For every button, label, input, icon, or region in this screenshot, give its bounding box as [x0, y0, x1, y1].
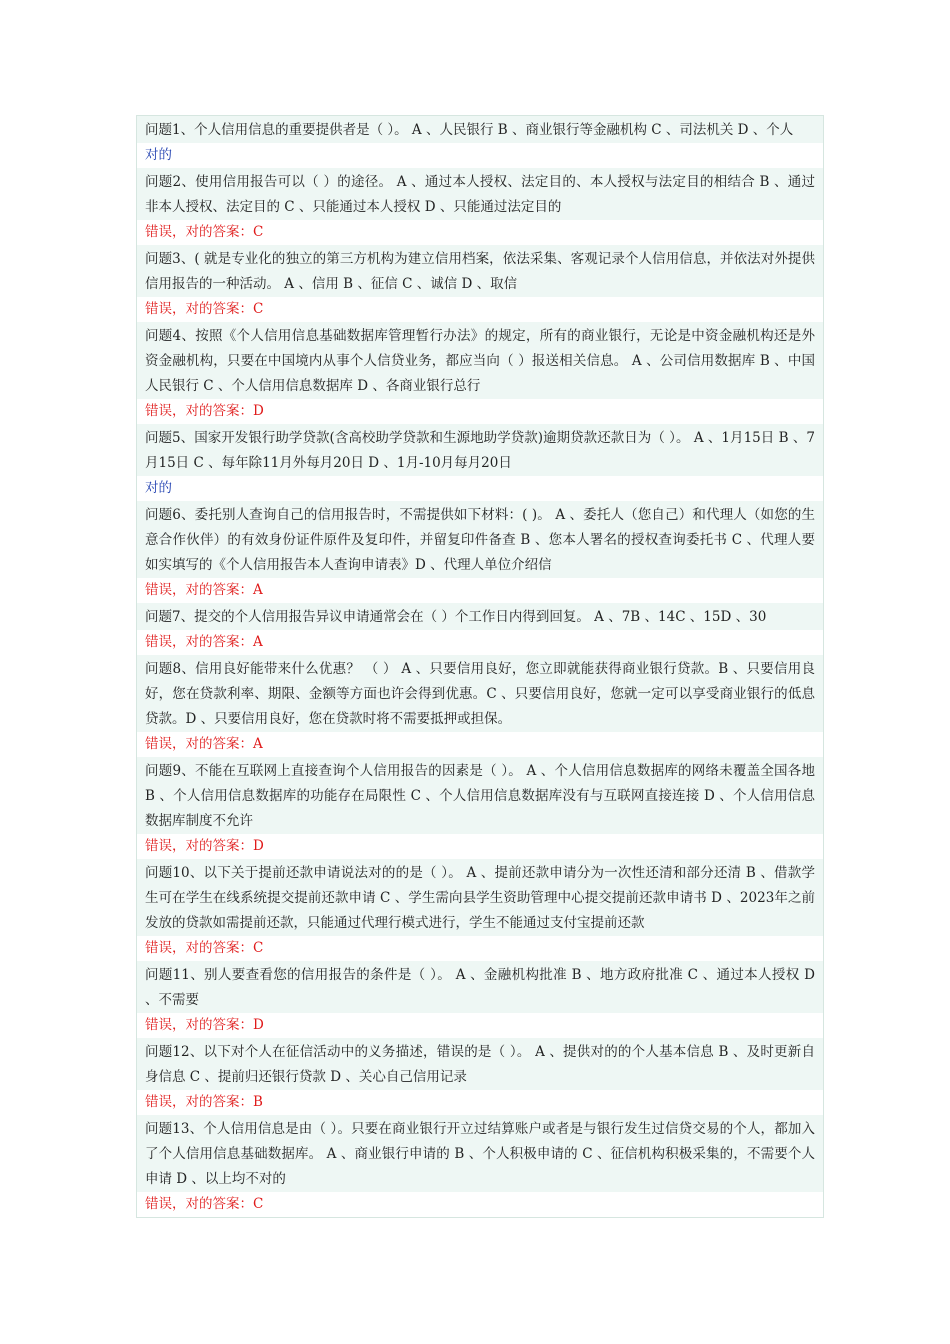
- question-item-7: [137, 603, 823, 655]
- question-item-2: [137, 168, 823, 245]
- question-item-4: [137, 322, 823, 424]
- question-item-11: [137, 961, 823, 1038]
- question-item-9: [137, 757, 823, 859]
- question-item-6: [137, 501, 823, 603]
- answer-result: 错误，对的答案：C: [137, 1192, 823, 1217]
- answer-result: 错误，对的答案：B: [137, 1090, 823, 1115]
- question-text: 问题4、按照《个人信用信息基础数据库管理暂行办法》的规定，所有的商业银行，无论是中资金融机构还是外资金融机构，只要在中国境内从事个人信贷业务，都应当向（ ）报送相关信息。 A 、公司信用数据库 B 、中国人民银行 C 、个人信用信息数据库 D 、各商业银行总行: [137, 322, 823, 399]
- question-text: 问题6、委托别人查询自己的信用报告时，不需提供如下材料：( )。 A 、委托人（您自己）和代理人（如您的生意合作伙伴）的有效身份证件原件及复印件，并留复印件备查 B 、您本人署名的授权查询委托书 C 、代理人要如实填写的《个人信用报告本人查询申请表》D 、代理人单位介绍信: [137, 501, 823, 578]
- question-item-5: [137, 424, 823, 501]
- question-text: 问题9、不能在互联网上直接查询个人信用报告的因素是（ ）。 A 、个人信用信息数据库的网络未覆盖全国各地 B 、个人信用信息数据库的功能存在局限性 C 、个人信用信息数据库没有与互联网直接连接 D 、个人信用信息数据库制度不允许: [137, 757, 823, 834]
- answer-result: 错误，对的答案：C: [137, 297, 823, 322]
- answer-result: 错误，对的答案：D: [137, 1013, 823, 1038]
- question-item-8: [137, 655, 823, 757]
- answer-result: 错误，对的答案：A: [137, 630, 823, 655]
- question-item-13: [137, 1115, 823, 1217]
- answer-result: 错误，对的答案：A: [137, 578, 823, 603]
- question-item-12: [137, 1038, 823, 1115]
- answer-result: 错误，对的答案：D: [137, 399, 823, 424]
- question-text: 问题7、提交的个人信用报告异议申请通常会在（ ）个工作日内得到回复。 A 、7B 、14C 、15D 、30: [137, 603, 823, 630]
- question-text: 问题8、信用良好能带来什么优惠？ （ ） A 、只要信用良好，您立即就能获得商业银行贷款。B 、只要信用良好，您在贷款利率、期限、金额等方面也许会得到优惠。C 、只要信用良好，您就一定可以享受商业银行的低息贷款。D 、只要信用良好，您在贷款时将不需要抵押或担保。: [137, 655, 823, 732]
- question-text: 问题5、国家开发银行助学贷款(含高校助学贷款和生源地助学贷款)逾期贷款还款日为（ ）。 A 、1月15日 B 、7月15日 C 、每年除11月外每月20日 D 、1月-10月每月20日: [137, 424, 823, 476]
- question-text: 问题12、以下对个人在征信活动中的义务描述，错误的是（ ）。 A 、提供对的的个人基本信息 B 、及时更新自身信息 C 、提前归还银行贷款 D 、关心自己信用记录: [137, 1038, 823, 1090]
- question-item-1: [137, 116, 823, 168]
- question-item-10: [137, 859, 823, 961]
- question-text: 问题11、别人要查看您的信用报告的条件是（ ）。 A 、金融机构批准 B 、地方政府批准 C 、通过本人授权 D 、不需要: [137, 961, 823, 1013]
- answer-result: 错误，对的答案：A: [137, 732, 823, 757]
- answer-result: 错误，对的答案：C: [137, 220, 823, 245]
- answer-result: 错误，对的答案：C: [137, 936, 823, 961]
- question-text: 问题3、( 就是专业化的独立的第三方机构为建立信用档案，依法采集、客观记录个人信用信息，并依法对外提供信用报告的一种活动。 A 、信用 B 、征信 C 、诚信 D 、取信: [137, 245, 823, 297]
- question-text: 问题2、使用信用报告可以（ ）的途径。 A 、通过本人授权、法定目的、本人授权与法定目的相结合 B 、通过非本人授权、法定目的 C 、只能通过本人授权 D 、只能通过法定目的: [137, 168, 823, 220]
- answer-result: 错误，对的答案：D: [137, 834, 823, 859]
- answer-result: 对的: [137, 476, 823, 501]
- question-text: 问题1、个人信用信息的重要提供者是（ ）。 A 、人民银行 B 、商业银行等金融机构 C 、司法机关 D 、个人: [137, 116, 823, 143]
- question-text: 问题13、个人信用信息是由（ ）。只要在商业银行开立过结算账户或者是与银行发生过信贷交易的个人，都加入了个人信用信息基础数据库。 A 、商业银行申请的 B 、个人积极申请的 C 、征信机构积极采集的，不需要个人申请 D 、以上均不对的: [137, 1115, 823, 1192]
- quiz-results-table: [136, 115, 824, 1218]
- question-item-3: [137, 245, 823, 322]
- question-text: 问题10、以下关于提前还款申请说法对的的是（ ）。 A 、提前还款申请分为一次性还清和部分还清 B 、借款学生可在学生在线系统提交提前还款申请 C 、学生需向县学生资助管理中心提交提前还款申请书 D 、2023年之前发放的贷款如需提前还款，只能通过代理行模式进行，学生不能通过支付宝提前还款: [137, 859, 823, 936]
- answer-result: 对的: [137, 143, 823, 168]
